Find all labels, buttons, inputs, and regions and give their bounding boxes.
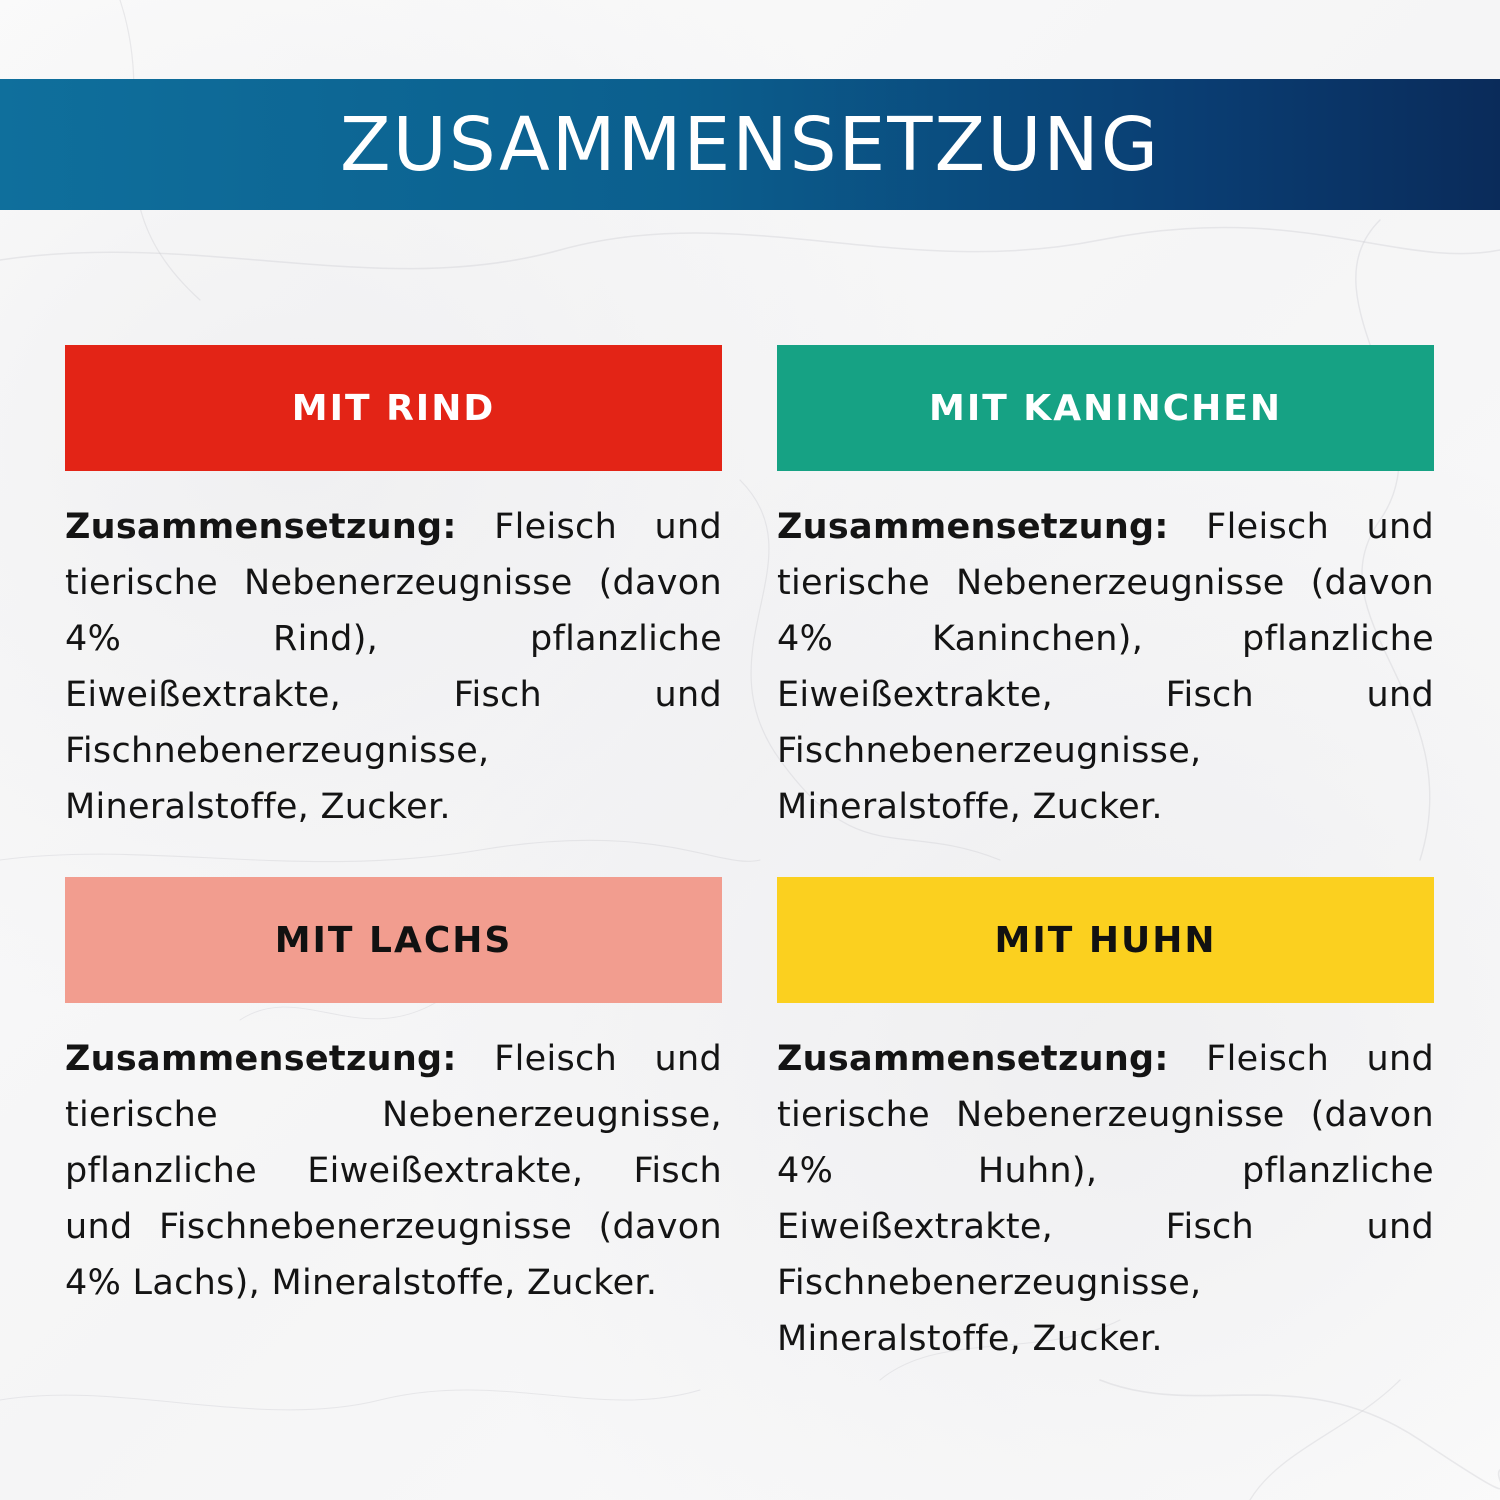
card-title: MIT RIND (291, 387, 496, 429)
ingredients-text (777, 1031, 1434, 1367)
card-header-huhn (777, 877, 1434, 1003)
card-title: MIT HUHN (994, 919, 1217, 961)
ingredients-label: Zusammensetzung: (65, 507, 457, 547)
card-title: MIT LACHS (274, 919, 513, 961)
card-rind (65, 345, 722, 835)
card-huhn (777, 877, 1434, 1367)
page-title: ZUSAMMENSETZUNG (339, 101, 1161, 188)
title-banner (0, 79, 1500, 210)
card-header-kaninchen (777, 345, 1434, 471)
ingredients-list: Fleisch und tierische Nebenerzeugnisse (davon 4% Rind), pflanzliche Eiweißextrakte, Fisch und Fischnebenerzeugnisse, Mineralstoffe, Zucker. (65, 507, 722, 827)
card-header-rind (65, 345, 722, 471)
card-kaninchen (777, 345, 1434, 835)
card-title: MIT KANINCHEN (929, 387, 1282, 429)
ingredients-label: Zusammensetzung: (777, 507, 1169, 547)
ingredients-text (777, 499, 1434, 835)
ingredients-text (65, 499, 722, 835)
ingredients-list: Fleisch und tierische Nebenerzeugnisse (davon 4% Kaninchen), pflanzliche Eiweißextrakte, Fisch und Fischnebenerzeugnisse, Mineralstoffe, Zucker. (777, 507, 1434, 827)
card-lachs (65, 877, 722, 1311)
ingredients-text (65, 1031, 722, 1311)
ingredients-label: Zusammensetzung: (777, 1039, 1169, 1079)
ingredients-list: Fleisch und tierische Nebenerzeugnisse (davon 4% Huhn), pflanzliche Eiweißextrakte, Fisch und Fischnebenerzeugnisse, Mineralstoffe, Zucker. (777, 1039, 1434, 1359)
ingredients-list: Fleisch und tierische Nebenerzeugnisse, pflanzliche Eiweißextrakte, Fisch und Fischnebenerzeugnisse (davon 4% Lachs), Mineralstoffe, Zucker. (65, 1039, 722, 1303)
ingredients-label: Zusammensetzung: (65, 1039, 457, 1079)
card-header-lachs (65, 877, 722, 1003)
